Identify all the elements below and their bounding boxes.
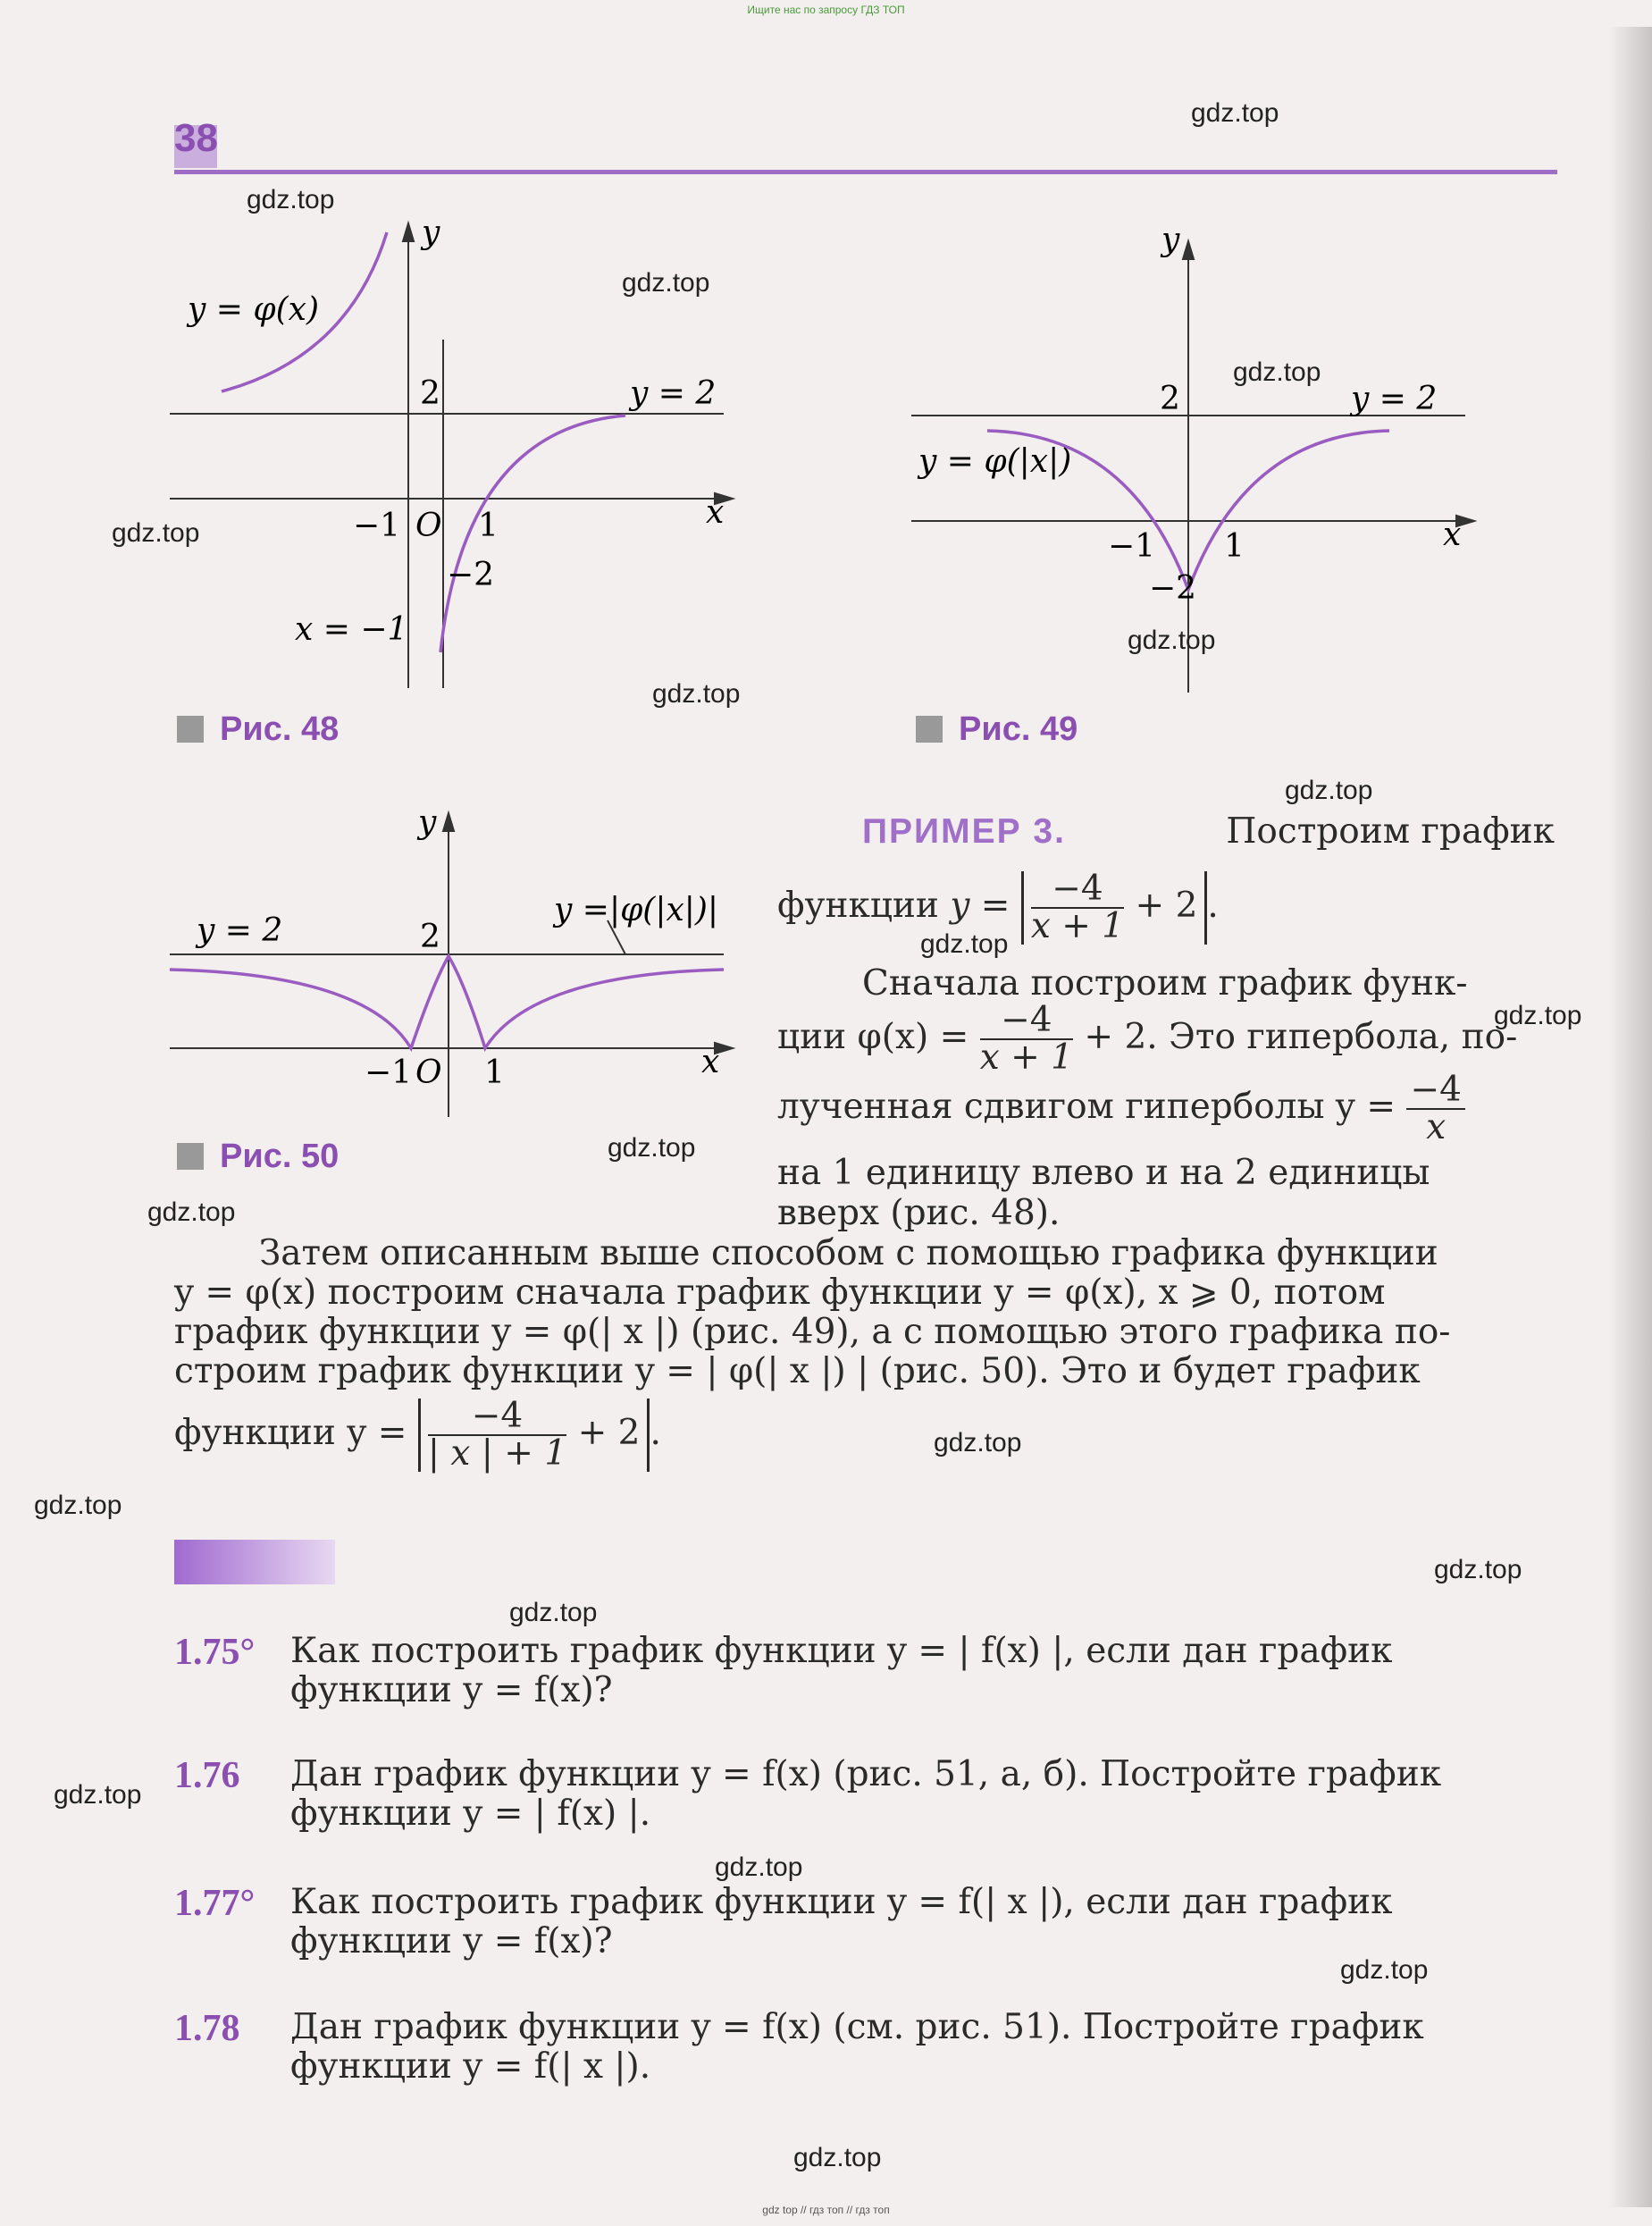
fig50-y-label: y xyxy=(418,804,437,841)
figure-49-graph xyxy=(902,214,1492,697)
top-note: Ищите нас по запросу ГДЗ ТОП xyxy=(747,4,905,16)
fig50-caption xyxy=(177,1138,339,1176)
example-3-phi-def: ции φ(x) = xyxy=(777,1017,969,1057)
fig49-tick-1: 1 xyxy=(1224,528,1245,565)
paragraph-final-tail: + 2 xyxy=(577,1413,641,1453)
fig50-origin: O xyxy=(415,1054,442,1091)
exercise-1-75-line1: Как построить график функции y = | f(x) |, если дан график xyxy=(290,1631,1393,1671)
paragraph-line1: Затем описанным выше способом с помощью графика функции xyxy=(259,1233,1438,1273)
watermark: gdz.top xyxy=(1340,1955,1429,1985)
paragraph-line4: строим график функции y = | φ(| x |) | (рис. 50). Это и будет график xyxy=(174,1351,1421,1391)
example-3-phi-den: x + 1 xyxy=(979,1037,1073,1078)
example-3-p2-line4: на 1 единицу влево и на 2 единицы xyxy=(777,1153,1430,1193)
fig48-tick-m1: −1 xyxy=(353,508,401,544)
example-3-fraction-tail: + 2 xyxy=(1135,886,1198,926)
fig48-caption-marker xyxy=(177,716,204,743)
exercise-1-75-line2: функции y = f(x)? xyxy=(290,1670,613,1710)
page-number: 38 xyxy=(174,116,218,160)
watermark: gdz.top xyxy=(715,1852,803,1882)
paragraph-line3: график функции y = φ(| x |) (рис. 49), а с помощью этого графика по- xyxy=(174,1312,1451,1352)
example-3-shift-text: лученная сдвигом гиперболы y = xyxy=(777,1087,1396,1127)
example-3-phi-suffix: + 2. Это гипербола, по- xyxy=(1084,1017,1518,1057)
watermark: gdz.top xyxy=(147,1197,236,1227)
fig48-caption xyxy=(177,710,339,749)
watermark: gdz.top xyxy=(1434,1555,1522,1584)
exercise-1-76-line1: Дан график функции y = f(x) (рис. 51, а, б). Постройте график xyxy=(290,1754,1442,1794)
watermark: gdz.top xyxy=(1233,357,1321,387)
example-3-phi-fraction xyxy=(979,1000,1073,1078)
example-3-hyperbola-fraction xyxy=(1406,1072,1465,1146)
fig48-asymptote-h-label: y = 2 xyxy=(630,375,717,412)
example-3-p2-line5: вверх (рис. 48). xyxy=(777,1193,1061,1233)
fig49-y-arrow xyxy=(1183,241,1194,259)
exercise-1-78-line1: Дан график функции y = f(x) (см. рис. 51). Постройте график xyxy=(290,2007,1424,2047)
fig49-caption-text: Рис. 49 xyxy=(959,710,1078,748)
exercise-1-76-line2: функции y = | f(x) |. xyxy=(290,1793,651,1834)
paragraph-final-period: . xyxy=(650,1413,661,1453)
watermark: gdz.top xyxy=(1285,776,1373,805)
example-3-fraction-den: x + 1 xyxy=(1030,906,1125,946)
fig50-x-label: x xyxy=(701,1044,720,1080)
example-3-formula-line xyxy=(777,871,1555,945)
fig48-origin: O xyxy=(415,508,442,544)
exercise-1-78-line2: функции y = f(| x |). xyxy=(290,2046,651,2087)
bottom-note: gdz top // гдз топ // гдз топ xyxy=(762,2204,890,2216)
watermark: gdz.top xyxy=(934,1428,1022,1457)
fig48-y-label: y xyxy=(422,214,440,251)
fig50-tick-2: 2 xyxy=(420,919,440,955)
watermark: gdz.top xyxy=(509,1598,598,1627)
fig48-function-label: y = φ(x) xyxy=(188,291,319,328)
example-3-p2-line2 xyxy=(777,1000,1555,1078)
paragraph-final-num: −4 xyxy=(428,1399,566,1436)
exercise-1-78-number: 1.78 xyxy=(174,2008,240,2049)
fig48-caption-text: Рис. 48 xyxy=(220,710,340,748)
watermark: gdz.top xyxy=(1494,1001,1582,1030)
watermark: gdz.top xyxy=(1128,626,1216,655)
fig49-tick-m1: −1 xyxy=(1108,528,1156,565)
watermark: gdz.top xyxy=(920,929,1009,959)
fig50-function-label: y =|φ(|x|)| xyxy=(554,892,719,928)
fig50-curve xyxy=(170,956,724,1048)
watermark: gdz.top xyxy=(34,1491,122,1520)
paragraph-final-fraction xyxy=(427,1396,567,1474)
fig48-x-label: x xyxy=(706,494,725,531)
example-3-intro: Построим график xyxy=(1226,811,1555,852)
fig49-function-label: y = φ(|x|) xyxy=(918,443,1072,480)
watermark: gdz.top xyxy=(112,518,200,548)
example-3-hyperbola-den: x xyxy=(1426,1107,1447,1147)
watermark: gdz.top xyxy=(54,1780,142,1810)
example-3-line1 xyxy=(862,811,1555,852)
exercise-1-77-line1: Как построить график функции y = f(| x |), если дан график xyxy=(290,1882,1393,1922)
exercise-1-75-number: 1.75° xyxy=(174,1632,256,1673)
example-3-fraction xyxy=(1031,871,1124,945)
example-3-formula-lhs: y = xyxy=(950,886,1010,926)
fig50-tick-1: 1 xyxy=(484,1054,505,1091)
paragraph-final-den: | x | + 1 xyxy=(427,1433,567,1474)
watermark: gdz.top xyxy=(793,2143,882,2172)
paragraph-final-prefix: функции y = xyxy=(174,1413,407,1453)
page-fold-shadow xyxy=(1608,27,1652,2207)
header-rule xyxy=(174,170,1557,174)
example-3-abs-bars xyxy=(1021,871,1208,945)
fig49-caption xyxy=(916,710,1078,749)
watermark: gdz.top xyxy=(652,679,741,709)
fig48-right-branch xyxy=(440,416,625,652)
fig48-asymptote-v-label: x = −1 xyxy=(295,611,408,648)
fig49-x-label: x xyxy=(1443,517,1462,553)
paragraph-line2: y = φ(x) построим сначала график функции y = φ(x), x ⩾ 0, потом xyxy=(174,1273,1386,1313)
watermark: gdz.top xyxy=(247,185,335,214)
fig50-caption-text: Рис. 50 xyxy=(220,1138,340,1175)
example-3-fraction-num: −4 xyxy=(1031,871,1124,909)
figure-50-graph xyxy=(161,795,751,1135)
watermark: gdz.top xyxy=(608,1133,696,1163)
exercise-1-76-number: 1.76 xyxy=(174,1755,240,1796)
fig49-y-label: y xyxy=(1161,222,1180,258)
fig50-caption-marker xyxy=(177,1143,204,1170)
fig48-tick-2: 2 xyxy=(420,375,440,412)
paragraph-final-abs xyxy=(418,1396,650,1474)
watermark: gdz.top xyxy=(1191,98,1279,128)
exercises-section-bar xyxy=(174,1540,335,1584)
exercise-1-77-number: 1.77° xyxy=(174,1883,256,1924)
example-3-p2-line3 xyxy=(777,1072,1555,1146)
fig49-caption-marker xyxy=(916,716,943,743)
example-3-period: . xyxy=(1207,886,1219,926)
fig50-y-arrow xyxy=(443,813,454,831)
example-3-funkcii: функции xyxy=(777,886,939,926)
fig48-tick-1: 1 xyxy=(478,508,499,544)
exercise-1-77-line2: функции y = f(x)? xyxy=(290,1921,613,1961)
fig49-asymptote-h-label: y = 2 xyxy=(1351,381,1438,417)
example-3-hyperbola-num: −4 xyxy=(1406,1072,1465,1110)
fig49-tick-m2: −2 xyxy=(1149,570,1197,607)
fig48-tick-m2: −2 xyxy=(447,557,495,593)
fig50-asymptote-h-label: y = 2 xyxy=(197,912,283,949)
example-3-p2-line1: Сначала построим график функ- xyxy=(862,963,1468,1004)
fig48-y-arrow xyxy=(403,223,414,241)
example-3-title: ПРИМЕР 3. xyxy=(862,812,1066,851)
fig50-tick-m1: −1 xyxy=(365,1054,413,1091)
watermark: gdz.top xyxy=(622,268,710,298)
fig49-tick-2: 2 xyxy=(1160,381,1180,417)
example-3-phi-num: −4 xyxy=(980,1003,1073,1040)
